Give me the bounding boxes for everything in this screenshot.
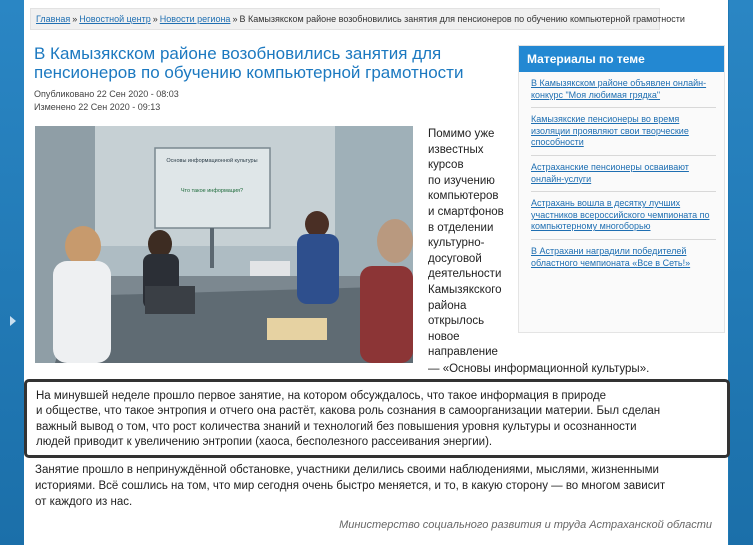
paragraph-line: от каждого из нас. xyxy=(35,496,133,508)
breadcrumb-region-news-link[interactable]: Новости региона xyxy=(159,14,231,24)
slide-subtitle: Что такое информация? xyxy=(180,188,244,194)
breadcrumb-separator: » xyxy=(232,14,238,24)
intro-text-column xyxy=(428,127,523,361)
intro-line: в отделении xyxy=(428,221,494,234)
paragraph-line: историями. Всё сошлись на том, что мир сегодня очень быстро меняется, и то, в какую сторону — во многом зависит xyxy=(35,480,666,492)
classroom-photo-illustration xyxy=(35,126,413,363)
intro-line: по изучению xyxy=(428,174,495,187)
related-link[interactable]: В Астрахани наградили победителей областного чемпионата «Все в Сеть!» xyxy=(531,245,691,268)
related-link[interactable]: Астраханские пенсионеры осваивают онлайн-услуги xyxy=(531,156,716,192)
intro-line: района xyxy=(428,299,467,312)
intro-line: и смартфонов xyxy=(428,205,504,218)
highlight-line: важный вывод о том, что рост количества знаний и технологий без повышения уровня культуры и осознанности xyxy=(36,420,637,433)
article-photo xyxy=(35,126,413,363)
highlight-line: и обществе, что такое энтропия и отчего она растёт, какова роль сознания в самоорганизации материи. Был сделан xyxy=(36,405,661,418)
chevron-right-icon[interactable] xyxy=(10,316,16,326)
slide-title: Основы информационной культуры xyxy=(166,158,258,164)
paragraph-line: Занятие прошло в непринуждённой обстановке, участники делились своими наблюдениями, мыслями, жизненными xyxy=(35,464,659,476)
intro-line: новое xyxy=(428,330,460,343)
breadcrumb-current: В Камызякском районе возобновились занятия для пенсионеров по обучению компьютерной грамотности xyxy=(239,14,685,24)
intro-line: направление xyxy=(428,346,498,359)
intro-line: культурно- xyxy=(428,237,485,250)
intro-line: открылось xyxy=(428,315,485,328)
sidebar-title: Материалы по теме xyxy=(519,46,724,72)
breadcrumb-separator: » xyxy=(72,14,78,24)
intro-line: Помимо уже xyxy=(428,128,495,140)
breadcrumb-home-link[interactable]: Главная xyxy=(36,14,71,24)
second-paragraph xyxy=(35,462,725,510)
intro-line: Камызякского xyxy=(428,283,502,296)
intro-line: известных xyxy=(428,143,484,156)
related-materials-list xyxy=(519,72,724,275)
content-page xyxy=(24,0,728,545)
published-date: Опубликовано 22 Сен 2020 - 08:03 xyxy=(34,89,179,99)
breadcrumb-news-center-link[interactable]: Новостной центр xyxy=(79,14,151,24)
page-title: В Камызякском районе возобновились занятия для пенсионеров по обучению компьютерной грамотности xyxy=(34,44,464,82)
breadcrumb xyxy=(30,8,685,30)
article-source: Министерство социального развития и труда Астраханской области xyxy=(339,519,712,531)
highlight-line: людей приводит к увеличению энтропии (хаоса, бесполезного рассеивания энергии). xyxy=(36,436,493,449)
intro-line: компьютеров xyxy=(428,190,499,203)
intro-tail: — «Основы информационной культуры». xyxy=(428,363,650,375)
related-link[interactable]: Астрахань вошла в десятку лучших участников всероссийского чемпионата по компьютерному многоборью xyxy=(531,192,716,240)
related-link[interactable]: В Камызякском районе объявлен онлайн-конкурс "Моя любимая грядка" xyxy=(531,72,716,108)
page-background-right xyxy=(729,0,753,545)
article-meta xyxy=(34,88,179,114)
modified-date: Изменено 22 Сен 2020 - 09:13 xyxy=(34,102,161,112)
related-materials-sidebar xyxy=(518,45,725,333)
highlighted-paragraph xyxy=(24,379,730,458)
intro-line: досуговой xyxy=(428,252,482,265)
intro-line: деятельности xyxy=(428,268,502,281)
related-link[interactable]: Камызякские пенсионеры во время изоляции проявляют свои творческие способности xyxy=(531,108,716,156)
intro-line: курсов xyxy=(428,159,464,172)
page-background-left xyxy=(0,0,24,545)
highlight-line: На минувшей неделе прошло первое занятие, на котором обсуждалось, что такое информация в природе xyxy=(36,390,607,402)
breadcrumb-separator: » xyxy=(152,14,158,24)
